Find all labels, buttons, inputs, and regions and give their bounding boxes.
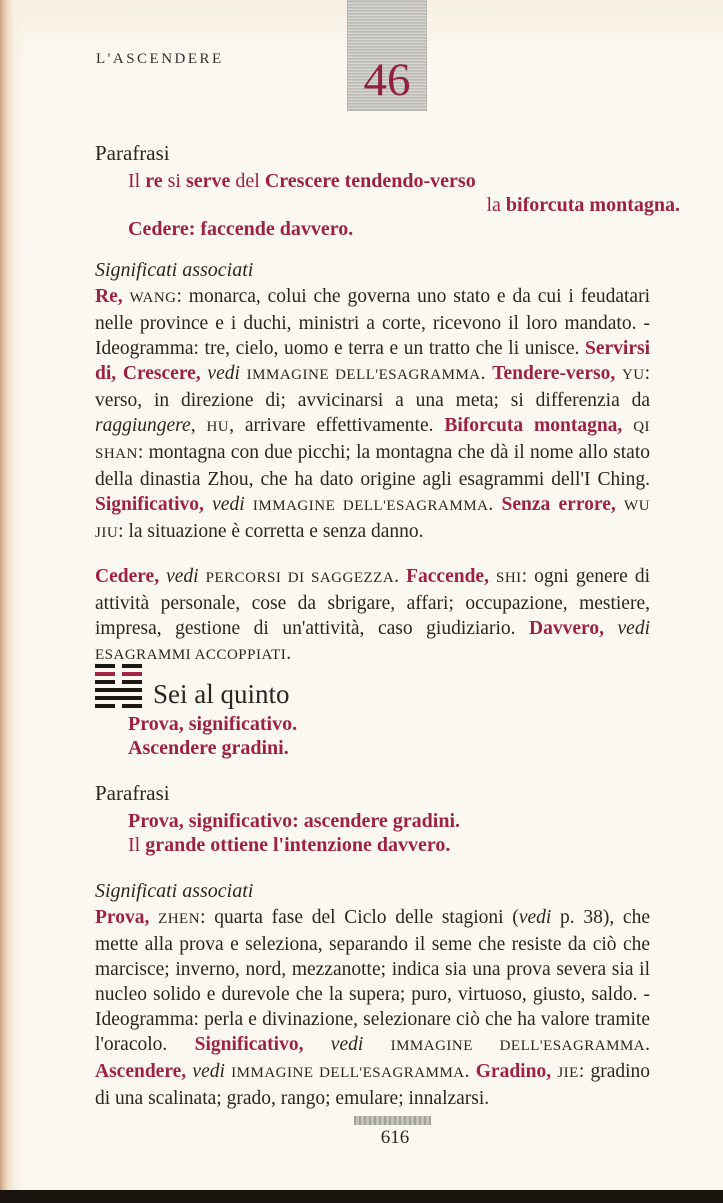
- text-run: biforcuta montagna.: [505, 194, 680, 216]
- text-run: la: [486, 194, 506, 216]
- hexagram-broken-line: [95, 704, 142, 708]
- section-significati-1: [95, 258, 650, 668]
- text-run: Significativo,: [194, 1034, 304, 1055]
- verse-line: [128, 736, 650, 760]
- body-paragraphs: [95, 905, 650, 1111]
- text-run: Biforcuta montagna,: [444, 415, 623, 436]
- hexagram-broken-line: [95, 664, 142, 668]
- parafrasi-heading: Parafrasi: [95, 781, 170, 805]
- text-run: re: [145, 170, 163, 192]
- text-run: raggiungere: [95, 415, 191, 436]
- significati-heading: Significati associati: [95, 880, 254, 902]
- text-run: .: [464, 1061, 476, 1082]
- text-run: vedi: [166, 566, 199, 587]
- hexagram-line-segment: [95, 680, 115, 684]
- text-run: : monarca, colui che governa uno stato e da cui i feudatari nelle province e i duchi, ministri a corte, ricevono il loro mandato. - Ideogramma: tre, cielo, uomo e terra e un tratto che li unisce.: [95, 286, 650, 359]
- section-line-5: [95, 664, 650, 760]
- text-run: Prova, significativo.: [128, 713, 298, 735]
- text-run: JIE: [557, 1065, 579, 1081]
- text-run: Significativo,: [95, 494, 204, 515]
- text-run: Il: [128, 170, 146, 192]
- verse-line: [128, 833, 650, 857]
- text-run: [622, 415, 633, 436]
- text-run: Ascendere,: [95, 1061, 187, 1082]
- text-run: [204, 494, 212, 515]
- text-run: ESAGRAMMI ACCOPPIATI: [95, 647, 287, 663]
- text-run: p. 38), che mette alla prova e seleziona, separando il seme che resiste da ciò che marcisce; inverno, nord, mezzanotte; indica sia una prova severa sia il nucleo solido e durevole che la supera; puro, virtuoso, giusto, saldo. - Ideogramma: perla e divinazione, selezionare ciò che ha valore tramite l'oracolo.: [95, 907, 650, 1055]
- hexagram-line-segment: [95, 664, 115, 668]
- text-run: YU: [621, 367, 645, 383]
- text-run: [363, 1034, 390, 1055]
- verse-block-hexagram: [128, 169, 680, 241]
- body-paragraph: [95, 564, 650, 668]
- text-run: Cedere,: [95, 566, 160, 587]
- text-run: .: [480, 363, 493, 384]
- hexagram-line-segment: [122, 672, 142, 676]
- text-run: Gradino,: [475, 1061, 552, 1082]
- text-run: : montagna con due picchi; la montagna che dà il nome allo stato della dinastia Zhou, che ha dato origine agli esagrammi dell'I Ching.: [95, 442, 650, 490]
- text-run: WU JIU: [95, 498, 651, 541]
- footer-divider-bar: [354, 1116, 431, 1125]
- text-run: .: [645, 1034, 651, 1055]
- page-edge-left: [0, 0, 24, 1203]
- text-run: vedi: [518, 907, 552, 928]
- text-run: [489, 566, 496, 587]
- text-run: HU: [206, 419, 230, 435]
- text-run: [615, 363, 622, 384]
- text-run: Tendere-verso,: [492, 363, 616, 384]
- text-run: [149, 907, 158, 928]
- text-run: Davvero,: [529, 618, 604, 639]
- text-run: grande ottiene l'intenzione davvero.: [145, 834, 451, 856]
- significati-heading: Significati associati: [95, 259, 254, 281]
- chapter-number: 46: [363, 54, 411, 106]
- text-run: [240, 363, 247, 384]
- verse-block-line5-parafrasi: [128, 809, 650, 857]
- text-run: Servirsi di,: [95, 338, 650, 384]
- hexagram-solid-line: [95, 688, 142, 692]
- text-run: [616, 494, 624, 515]
- text-run: IMMAGINE DELL'ESAGRAMMA: [390, 1038, 646, 1054]
- body-paragraph: [95, 284, 650, 546]
- text-run: ,: [190, 415, 207, 436]
- text-run: [245, 494, 253, 515]
- text-run: QI SHAN: [95, 419, 651, 462]
- hexagram-line-segment: [122, 680, 142, 684]
- text-run: Il: [128, 834, 146, 856]
- body-paragraph: [95, 905, 650, 1111]
- text-run: .: [488, 494, 502, 515]
- parafrasi-heading: Parafrasi: [95, 141, 170, 165]
- text-run: Prova,: [95, 907, 150, 928]
- text-run: : ogni genere di attività personale, cose da sbrigare, affari; occupazione, mestiere, impresa, gestione di un'attività, caso giudiziario.: [95, 566, 651, 639]
- verse-line: [128, 809, 650, 833]
- verse-line: [128, 169, 650, 193]
- verse-line: [128, 193, 680, 217]
- text-run: vedi: [330, 1034, 364, 1055]
- text-run: vedi: [212, 494, 245, 515]
- text-run: vedi: [192, 1061, 225, 1082]
- text-run: [303, 1034, 330, 1055]
- hexagram-line-segment: [95, 672, 115, 676]
- body-paragraphs: [95, 284, 650, 668]
- text-run: : quarta fase del Ciclo delle stagioni (: [200, 907, 519, 928]
- text-run: Cedere: faccende davvero.: [128, 218, 354, 240]
- text-run: Prova, significativo: ascendere gradini.: [128, 810, 461, 832]
- text-run: [604, 618, 618, 639]
- text-run: IMMAGINE DELL'ESAGRAMMA: [252, 498, 489, 514]
- text-run: Senza errore,: [501, 494, 616, 515]
- text-run: Crescere,: [122, 363, 201, 384]
- text-run: SHI: [496, 570, 522, 586]
- text-run: IMMAGINE DELL'ESAGRAMMA: [246, 367, 481, 383]
- line-5-title: Sei al quinto: [153, 679, 290, 709]
- text-run: Ascendere gradini.: [128, 737, 289, 759]
- verse-line: [128, 712, 650, 736]
- text-run: [116, 363, 123, 384]
- hexagram-line-segment: [95, 696, 142, 700]
- page-number: 616: [380, 1127, 410, 1148]
- section-parafrasi-1: [95, 141, 680, 241]
- text-run: : gradino di una scalinata; grado, rango; emulare; innalzarsi.: [95, 1061, 651, 1109]
- text-run: : la situazione è corretta e senza danno.: [118, 521, 424, 542]
- hexagram-broken-line: [95, 680, 142, 684]
- hexagram-46-line5-icon: [95, 664, 142, 708]
- hexagram-broken-line: [95, 672, 142, 676]
- section-parafrasi-2: [95, 781, 650, 857]
- line-5-heading-row: [95, 664, 650, 708]
- text-run: WANG: [129, 290, 177, 306]
- hexagram-solid-line: [95, 696, 142, 700]
- text-run: [199, 566, 206, 587]
- text-run: del: [230, 170, 265, 192]
- scan-edge-bottom: [0, 1190, 723, 1203]
- text-run: Crescere tendendo-verso: [264, 170, 476, 192]
- text-run: vedi: [617, 618, 650, 639]
- text-run: si: [162, 170, 186, 192]
- chapter-number-box: [347, 0, 427, 111]
- verse-block-line5: [128, 712, 650, 760]
- hexagram-line-segment: [122, 704, 142, 708]
- text-run: vedi: [207, 363, 240, 384]
- hexagram-line-segment: [95, 688, 142, 692]
- text-run: ZHEN: [158, 911, 201, 927]
- verse-line: [128, 217, 650, 241]
- text-run: Re,: [95, 286, 123, 307]
- text-run: PERCORSI DI SAGGEZZA: [205, 570, 395, 586]
- text-run: , arrivare effettivamente.: [229, 415, 445, 436]
- text-run: IMMAGINE DELL'ESAGRAMMA: [231, 1065, 465, 1081]
- text-run: Faccende,: [406, 566, 489, 587]
- text-run: serve: [185, 170, 231, 192]
- text-run: [123, 286, 130, 307]
- text-run: : verso, in direzione di; avvicinarsi a una meta; si differenzia da: [95, 363, 651, 411]
- section-significati-2: [95, 879, 650, 1111]
- running-head: L'ASCENDERE: [96, 51, 224, 67]
- hexagram-line-segment: [122, 664, 142, 668]
- hexagram-line-segment: [95, 704, 115, 708]
- text-run: .: [394, 566, 407, 587]
- text-run: .: [286, 643, 292, 664]
